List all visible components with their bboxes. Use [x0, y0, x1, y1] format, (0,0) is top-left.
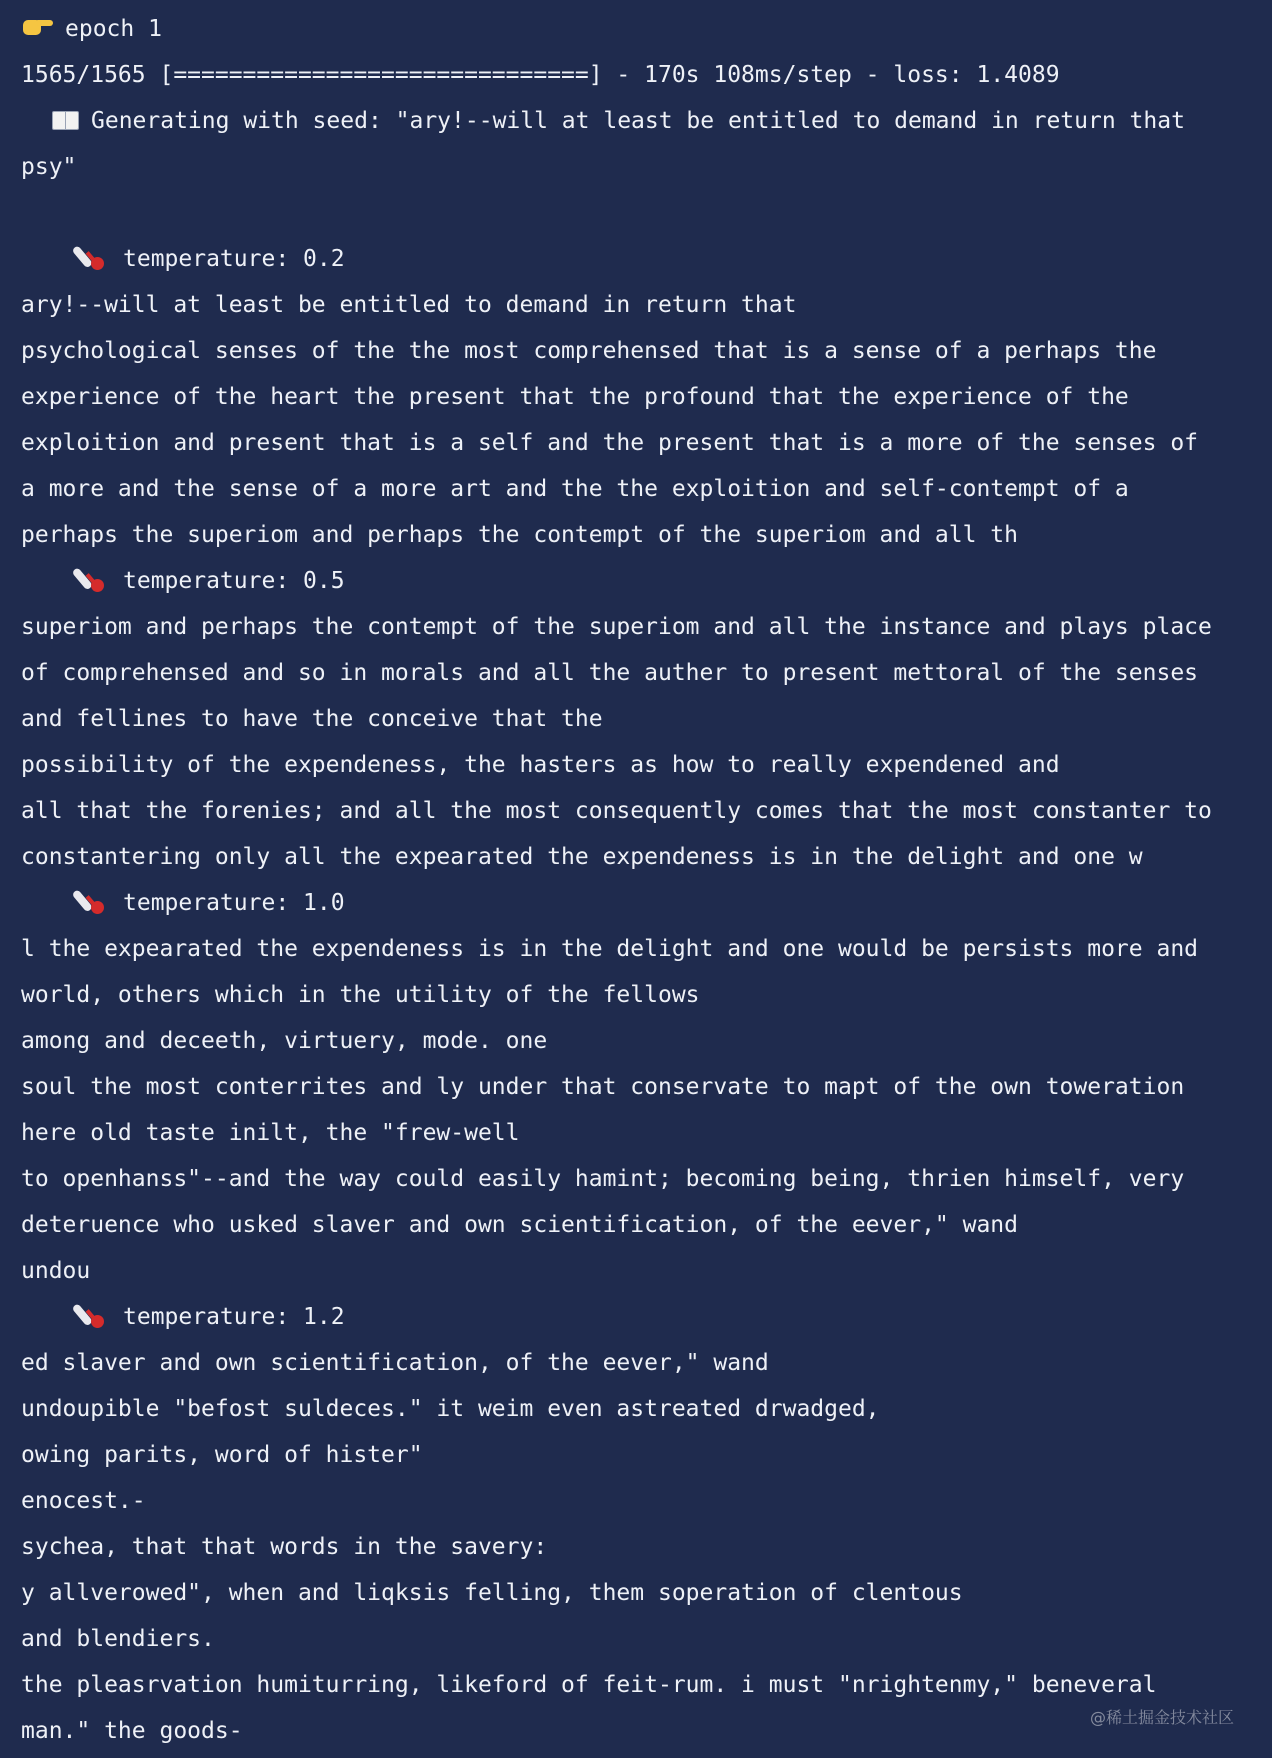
pointing-hand-icon [21, 15, 55, 39]
open-book-icon [51, 109, 79, 131]
output-text-line [21, 1662, 1272, 1708]
output-text-line [21, 1524, 1272, 1570]
output-text-line [21, 1064, 1272, 1110]
output-text-line [21, 466, 1272, 512]
line-text: ed slaver and own scientification, of the eever," wand [21, 1350, 769, 1376]
output-text-line [21, 650, 1272, 696]
line-text: experience of the heart the present that the profound that the experience of the [21, 384, 1129, 410]
output-text-line [21, 788, 1272, 834]
output-text-line [21, 1432, 1272, 1478]
output-text-line [21, 604, 1272, 650]
output-text-line [21, 144, 1272, 190]
temperature-line [21, 236, 1272, 282]
line-text: ary!--will at least be entitled to demand in return that [21, 292, 797, 318]
line-text: a more and the sense of a more art and the the exploition and self-contempt of a [21, 476, 1129, 502]
output-text-line [21, 512, 1272, 558]
line-text: epoch 1 [65, 16, 162, 42]
line-text: 1565/1565 [==============================] - 170s 108ms/step - loss: 1.4089 [21, 62, 1060, 88]
line-text: of comprehensed and so in morals and all the auther to present mettoral of the senses [21, 660, 1199, 686]
line-text: temperature: 0.2 [123, 246, 345, 272]
output-text-line [21, 1340, 1272, 1386]
output-text-line [21, 52, 1272, 98]
line-text: l the expearated the expendeness is in the delight and one would be persists more and [21, 936, 1199, 962]
output-text-line [21, 328, 1272, 374]
output-text-line [21, 1570, 1272, 1616]
terminal-output [21, 6, 1272, 1754]
line-text: psychological senses of the the most comprehensed that is a sense of a perhaps the [21, 338, 1157, 364]
line-text: deteruence who usked slaver and own scientification, of the eever," wand [21, 1212, 1018, 1238]
seed-line [21, 98, 1272, 144]
output-text-line [21, 1248, 1272, 1294]
output-text-line [21, 1110, 1272, 1156]
temperature-line [21, 1294, 1272, 1340]
line-text: y allverowed", when and liqksis felling, them soperation of clentous [21, 1580, 963, 1606]
line-text: sychea, that that words in the savery: [21, 1534, 548, 1560]
line-text: enocest.- [21, 1488, 146, 1514]
thermometer-icon [77, 887, 107, 915]
line-text: temperature: 1.0 [123, 890, 345, 916]
line-text: constantering only all the expearated the expendeness is in the delight and one w [21, 844, 1143, 870]
line-text: to openhanss"--and the way could easily hamint; becoming being, thrien himself, very [21, 1166, 1185, 1192]
line-text: undou [21, 1258, 91, 1284]
output-text-line [21, 696, 1272, 742]
line-text: and blendiers. [21, 1626, 215, 1652]
temperature-line [21, 558, 1272, 604]
output-text-line [21, 1708, 1272, 1754]
line-text: among and deceeth, virtuery, mode. one [21, 1028, 548, 1054]
line-text: exploition and present that is a self and the present that is a more of the senses of [21, 430, 1199, 456]
output-text-line [21, 1478, 1272, 1524]
output-text-line [21, 1616, 1272, 1662]
watermark: @稀土掘金技术社区 [1089, 1708, 1234, 1727]
line-text: Generating with seed: "ary!--will at least be entitled to demand in return that [91, 108, 1185, 134]
line-text: here old taste inilt, the "frew-well [21, 1120, 520, 1146]
line-text: all that the forenies; and all the most consequently comes that the most constanter to [21, 798, 1212, 824]
line-text: world, others which in the utility of the fellows [21, 982, 700, 1008]
blank-line [21, 190, 1272, 236]
output-text-line [21, 1156, 1272, 1202]
output-text-line [21, 420, 1272, 466]
epoch-line [21, 6, 1272, 52]
output-text-line [21, 282, 1272, 328]
thermometer-icon [77, 1301, 107, 1329]
line-text: perhaps the superiom and perhaps the contempt of the superiom and all th [21, 522, 1018, 548]
output-text-line [21, 1018, 1272, 1064]
line-text: psy" [21, 154, 77, 180]
output-text-line [21, 972, 1272, 1018]
line-text: undoupible "befost suldeces." it weim even astreated drwadged, [21, 1396, 880, 1422]
line-text: man." the goods- [21, 1718, 243, 1744]
output-text-line [21, 374, 1272, 420]
thermometer-icon [77, 565, 107, 593]
temperature-line [21, 880, 1272, 926]
output-text-line [21, 1386, 1272, 1432]
output-text-line [21, 742, 1272, 788]
line-text: possibility of the expendeness, the hasters as how to really expendened and [21, 752, 1060, 778]
line-text: superiom and perhaps the contempt of the superiom and all the instance and plays place [21, 614, 1212, 640]
line-text: soul the most conterrites and ly under that conservate to mapt of the own toweration [21, 1074, 1185, 1100]
line-text: temperature: 1.2 [123, 1304, 345, 1330]
output-text-line [21, 1202, 1272, 1248]
line-text: the pleasrvation humiturring, likeford of feit-rum. i must "nrightenmy," beneveral [21, 1672, 1157, 1698]
thermometer-icon [77, 243, 107, 271]
output-text-line [21, 926, 1272, 972]
line-text: owing parits, word of hister" [21, 1442, 423, 1468]
output-text-line [21, 834, 1272, 880]
line-text: and fellines to have the conceive that the [21, 706, 603, 732]
line-text: temperature: 0.5 [123, 568, 345, 594]
